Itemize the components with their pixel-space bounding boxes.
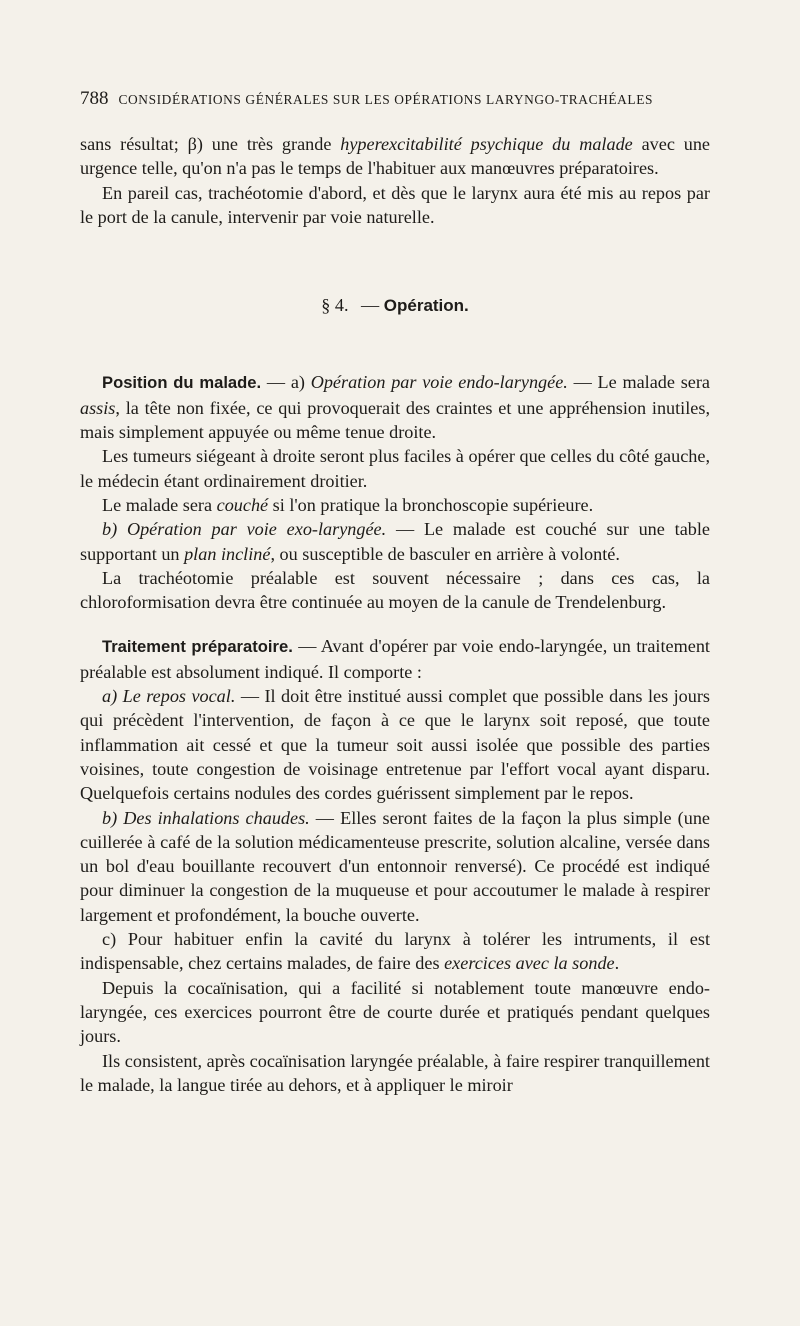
running-head: CONSIDÉRATIONS GÉNÉRALES SUR LES OPÉRATIONS LARYNGO-TRACHÉALES [118, 92, 654, 107]
text-run: — Avant d'opérer par voie endo-laryngée, un traitement préalable est absolument indiqué. Il comporte : [80, 636, 710, 682]
italic-text: Des inhalations chaudes. [123, 807, 310, 828]
section-number: § 4. [321, 295, 349, 316]
text-run: , la tête non fixée, ce qui provoquerait des craintes et une appréhension inutiles, mais simplement appuyée ou même tenue droite. [80, 397, 710, 443]
paragraph: Depuis la cocaïnisation, qui a facilité si notablement toute manœuvre endo-laryngée, ces exercices pourront être de courte durée et pratiqués pendant quelques jours. [80, 977, 710, 1047]
paragraph: Ils consistent, après cocaïnisation laryngée préalable, à faire respirer tranquillement le malade, la langue tirée au dehors, et à appliquer le miroir [80, 1050, 710, 1095]
italic-text: b) [102, 807, 124, 828]
text-run: c) Pour habituer enfin la cavité du larynx à tolérer les intruments, il est indispensable, chez certains malades, de faire des [80, 929, 710, 974]
text-run: — Le malade sera [567, 372, 710, 393]
italic-text: exercices avec la sonde [444, 953, 615, 974]
text-run: Le malade sera [102, 494, 217, 515]
paragraph [80, 517, 710, 566]
text-run: sans résultat; β) une très grande [80, 134, 341, 154]
paragraph [80, 927, 710, 976]
text-run: si l'on pratique la bronchoscopie supérieure. [268, 494, 594, 515]
section-dash: — [361, 295, 380, 316]
text-run: , ou susceptible de basculer en arrière à volonté. [270, 543, 620, 564]
paragraph [80, 493, 710, 517]
section-heading [80, 293, 710, 318]
paragraph-lead: Traitement préparatoire. [102, 637, 293, 657]
italic-text: Opération par voie endo-laryngée. [310, 372, 568, 393]
italic-text: hyperexcitabilité psychique du malade [340, 134, 633, 154]
paragraph [80, 806, 710, 927]
paragraph: En pareil cas, trachéotomie d'abord, et dès que le larynx aura été mis au repos par le port de la canule, intervenir par voie naturelle. [80, 182, 710, 227]
spacer [80, 614, 710, 634]
text-run: avec une urgence telle, qu'on n'a pas le temps de l'habituer aux manœuvres préparatoires. [80, 134, 710, 179]
paragraph [80, 370, 710, 444]
paragraph [80, 132, 710, 181]
page-number: 788 [80, 88, 109, 109]
text-run: — Le malade est couché sur une table supportant un [80, 519, 710, 564]
italic-text: Le repos vocal. [122, 686, 236, 707]
italic-text: b) [102, 519, 127, 540]
text-run: — Il doit être institué aussi complet que possible dans les jours qui précèdent l'intervention, de façon à ce que le larynx soit reposé, que toute inflammation ait cessé et que la tumeur soit aussi isolée que possible des parties voisines, toute congestion de voisinage entretenue par l'effort vocal ayant disparu. Quelquefois certains nodules des cordes guérissent simplement par le repos. [80, 686, 710, 804]
text-run: . [614, 953, 620, 974]
paragraph [80, 634, 710, 684]
paragraph: Les tumeurs siégeant à droite seront plus faciles à opérer que celles du côté gauche, le médecin étant ordinairement droitier. [80, 446, 710, 491]
italic-text: a) [102, 686, 123, 707]
page-header [80, 88, 710, 110]
section-title: Opération. [383, 296, 469, 316]
paragraph [80, 684, 710, 805]
text-run: — Elles seront faites de la façon la plus simple (une cuillerée à café de la solution médicamenteuse prescrite, solution alcaline, versée dans un bol d'eau bouillante recouvert d'un entonnoir renversé). Ce procédé est indiqué pour diminuer la congestion de la muqueuse et pour accoutumer le malade à respirer largement et profondément, la bouche ouverte. [80, 807, 711, 925]
italic-text: plan incliné [184, 543, 271, 564]
italic-text: Opération par voie exo-laryngée. [126, 519, 387, 540]
italic-text: assis [80, 397, 116, 418]
paragraph: La trachéotomie préalable est souvent nécessaire ; dans ces cas, la chloroformisation devra être continuée au moyen de la canule de Trendelenburg. [80, 567, 710, 613]
italic-text: couché [216, 494, 269, 515]
paragraph-lead: Position du malade. [102, 373, 262, 393]
text-run: — a) [261, 372, 311, 393]
